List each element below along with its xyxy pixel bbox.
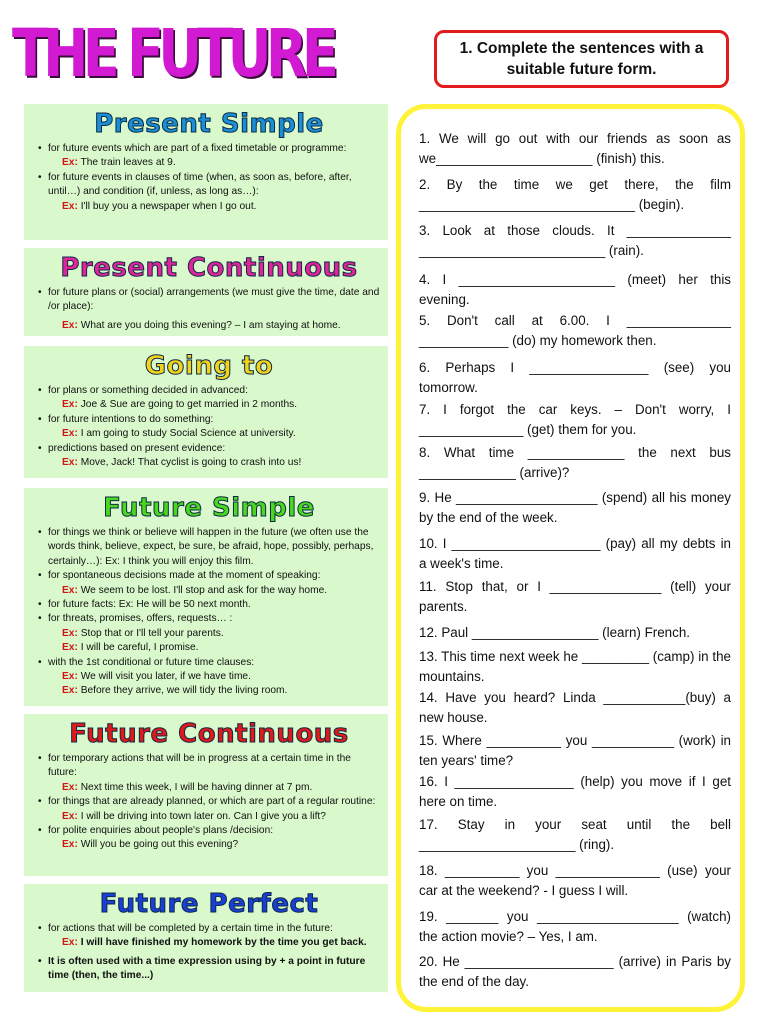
example-line xyxy=(38,810,380,824)
rule-text: • for future intentions to do something: xyxy=(38,413,380,427)
example-line xyxy=(38,427,380,441)
question-20[interactable]: 20. He ____________________ (arrive) in Paris by the end of the day. xyxy=(419,954,731,989)
section-future-continuous xyxy=(24,714,388,876)
example-label: Ex: xyxy=(62,627,78,639)
example-text: Move, Jack! That cyclist is going to crash into us! xyxy=(80,457,302,469)
example-line xyxy=(38,684,380,698)
rule-text: • for future plans or (social) arrangements (we must give the time, date and /or place): xyxy=(38,286,380,315)
question-17[interactable]: 17. Stay in your seat until the bell _____________________ (ring). xyxy=(419,817,731,852)
question-7[interactable]: 7. I forgot the car keys. – Don't worry, I ______________ (get) them for you. xyxy=(419,402,731,437)
section-future-perfect xyxy=(24,884,388,992)
rule-text: • for future facts: Ex: He will be 50 next month. xyxy=(38,598,380,612)
instruction-box: 1. Complete the sentences with a suitable future form. xyxy=(434,30,729,88)
question-15[interactable]: 15. Where __________ you ___________ (work) in ten years' time? xyxy=(419,733,731,768)
example-label: Ex: xyxy=(62,937,78,949)
example-line xyxy=(38,838,380,852)
rule-text: • for threats, promises, offers, requests… : xyxy=(38,612,380,626)
question-5[interactable]: 5. Don't call at 6.00. I ______________ ____________ (do) my homework then. xyxy=(419,313,731,348)
rule-text: • predictions based on present evidence: xyxy=(38,442,380,456)
question-6[interactable]: 6. Perhaps I ________________ (see) you tomorrow. xyxy=(419,360,731,395)
example-label: Ex: xyxy=(62,319,78,331)
example-line xyxy=(38,456,380,470)
example-line xyxy=(38,781,380,795)
section-heading: Future Continuous xyxy=(69,719,349,749)
question-2[interactable]: 2. By the time we get there, the film _____________________________ (begin). xyxy=(419,177,731,212)
example-line xyxy=(38,641,380,655)
section-going-to xyxy=(24,346,388,478)
rule-text: • for polite enquiries about people's plans /decision: xyxy=(38,824,380,838)
example-text: The train leaves at 9. xyxy=(80,157,176,169)
example-label: Ex: xyxy=(62,781,78,793)
rule-text: • for spontaneous decisions made at the moment of speaking: xyxy=(38,569,380,583)
rule-text: • with the 1st conditional or future time clauses: xyxy=(38,656,380,670)
section-heading: Future Perfect xyxy=(99,889,319,919)
question-10[interactable]: 10. I ____________________ (pay) all my debts in a week's time. xyxy=(419,536,731,571)
example-text: I'll buy you a newspaper when I go out. xyxy=(80,200,257,212)
example-text: Before they arrive, we will tidy the living room. xyxy=(80,685,288,697)
example-label: Ex: xyxy=(62,200,78,212)
rule-text: • for plans or something decided in advanced: xyxy=(38,384,380,398)
rule-text: • for actions that will be completed by a certain time in the future: xyxy=(38,922,380,936)
example-text: We will visit you later, if we have time. xyxy=(80,671,251,683)
question-9[interactable]: 9. He ___________________ (spend) all his money by the end of the week. xyxy=(419,490,731,525)
example-label: Ex: xyxy=(62,810,78,822)
example-label: Ex: xyxy=(62,428,78,440)
question-16[interactable]: 16. I ________________ (help) you move if I get here on time. xyxy=(419,774,731,809)
example-text: Joe & Sue are going to get married in 2 months. xyxy=(80,399,298,411)
question-18[interactable]: 18. __________ you ______________ (use) your car at the weekend? - I guess I will. xyxy=(419,863,731,898)
question-11[interactable]: 11. Stop that, or I _______________ (tell) your parents. xyxy=(419,579,731,614)
page-title: THE FUTURE xyxy=(12,15,334,92)
section-present-simple xyxy=(24,104,388,240)
example-text: I will be driving into town later on. Can I give you a lift? xyxy=(80,810,326,822)
example-text: What are you doing this evening? – I am staying at home. xyxy=(80,319,341,331)
example-text: I will be careful, I promise. xyxy=(80,642,199,654)
example-text: I am going to study Social Science at university. xyxy=(80,428,296,440)
rule-text: • It is often used with a time expression using by + a point in future time (then, the time...) xyxy=(38,955,380,984)
example-label: Ex: xyxy=(62,584,78,596)
example-text: We seem to be lost. I'll stop and ask for the way home. xyxy=(80,584,328,596)
question-14[interactable]: 14. Have you heard? Linda ___________(buy) a new house. xyxy=(419,690,731,725)
example-line xyxy=(38,584,380,598)
question-19[interactable]: 19. _______ you ___________________ (watch) the action movie? – Yes, I am. xyxy=(419,909,731,944)
example-label: Ex: xyxy=(62,399,78,411)
section-heading: Future Simple xyxy=(103,493,315,523)
example-text: Stop that or I'll tell your parents. xyxy=(80,627,224,639)
example-line xyxy=(38,936,380,950)
example-label: Ex: xyxy=(62,457,78,469)
exercise-panel xyxy=(396,104,745,1012)
example-text: Next time this week, I will be having dinner at 7 pm. xyxy=(80,781,313,793)
example-label: Ex: xyxy=(62,671,78,683)
example-line xyxy=(38,319,380,333)
rule-text: • for temporary actions that will be in progress at a certain time in the future: xyxy=(38,752,380,781)
question-13[interactable]: 13. This time next week he _________ (camp) in the mountains. xyxy=(419,649,731,684)
rule-text: • for things we think or believe will happen in the future (we often use the words think, believe, expect, be sure, be afraid, hope, possibly, perhaps, certainly…): Ex: I think you will enjoy this film. xyxy=(38,526,380,569)
question-8[interactable]: 8. What time _____________ the next bus _____________ (arrive)? xyxy=(419,445,731,480)
example-line xyxy=(38,156,380,170)
example-line xyxy=(38,398,380,412)
example-label: Ex: xyxy=(62,685,78,697)
rule-text: • for future events in clauses of time (when, as soon as, before, after, until…) and condition (if, unless, as long as…): xyxy=(38,171,380,200)
section-present-continuous xyxy=(24,248,388,336)
question-3[interactable]: 3. Look at those clouds. It ______________ _________________________ (rain). xyxy=(419,223,731,258)
section-future-simple xyxy=(24,488,388,706)
question-1[interactable]: 1. We will go out with our friends as soon as we_____________________ (finish) this. xyxy=(419,131,731,166)
section-heading: Present Simple xyxy=(94,109,324,139)
rule-text: • for future events which are part of a fixed timetable or programme: xyxy=(38,142,380,156)
section-heading: Present Continuous xyxy=(60,253,358,283)
example-label: Ex: xyxy=(62,642,78,654)
example-line xyxy=(38,627,380,641)
question-12[interactable]: 12. Paul _________________ (learn) French. xyxy=(419,625,690,640)
question-4[interactable]: 4. I _____________________ (meet) her this evening. xyxy=(419,272,731,307)
example-line xyxy=(38,200,380,214)
example-label: Ex: xyxy=(62,157,78,169)
example-line xyxy=(38,670,380,684)
example-text: Will you be going out this evening? xyxy=(80,839,239,851)
rule-text: • for things that are already planned, or which are part of a regular routine: xyxy=(38,795,380,809)
example-label: Ex: xyxy=(62,839,78,851)
example-text: I will have finished my homework by the time you get back. xyxy=(80,937,367,949)
section-heading: Going to xyxy=(144,351,274,381)
